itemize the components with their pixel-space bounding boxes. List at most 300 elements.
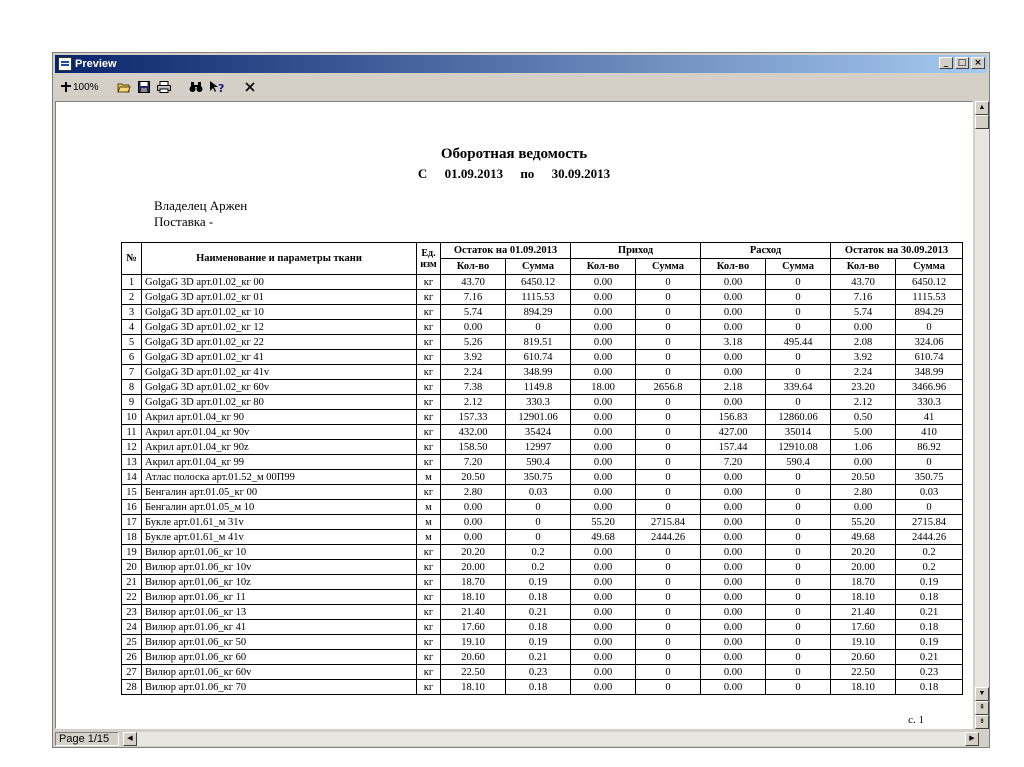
window-controls [939, 57, 985, 69]
report-title: Оборотная ведомость [440, 146, 588, 162]
table-cell: 17.60 [831, 620, 896, 635]
table-cell: 35424 [506, 425, 571, 440]
date-to: 30.09.2013 [551, 166, 611, 181]
table-row [122, 380, 963, 395]
table-cell: 0.00 [701, 365, 766, 380]
find-button[interactable] [189, 78, 203, 96]
close-window-button[interactable]: × [971, 57, 985, 69]
table-cell: 0 [766, 350, 831, 365]
table-cell: 0.00 [571, 275, 636, 290]
table-cell: 0.03 [896, 485, 963, 500]
table-cell: 0.50 [831, 410, 896, 425]
table-cell: 0.00 [571, 350, 636, 365]
table-row [122, 275, 963, 290]
table-cell: 330.3 [896, 395, 963, 410]
col-closing: Остаток на 30.09.2013 [831, 243, 963, 259]
table-cell: 0.00 [571, 455, 636, 470]
table-cell: 3.92 [441, 350, 506, 365]
table-cell: 22 [122, 590, 142, 605]
table-cell: 22.50 [441, 665, 506, 680]
open-folder-icon [117, 81, 131, 93]
table-cell: 0 [766, 395, 831, 410]
page-down-button[interactable]: ⇟ [975, 715, 989, 729]
table-cell: 0 [636, 470, 701, 485]
table-cell: 0 [636, 665, 701, 680]
table-cell: 43.70 [831, 275, 896, 290]
table-cell: 41 [896, 410, 963, 425]
table-cell: 1115.53 [896, 290, 963, 305]
table-cell: 7.20 [441, 455, 506, 470]
table-cell: 427.00 [701, 425, 766, 440]
table-cell: 10 [122, 410, 142, 425]
table-cell: 0.2 [896, 545, 963, 560]
table-cell: 0.18 [506, 680, 571, 695]
table-cell: 0 [636, 500, 701, 515]
table-cell: 7.16 [441, 290, 506, 305]
table-cell: 350.75 [896, 470, 963, 485]
table-cell: 2656.8 [636, 380, 701, 395]
table-row [122, 410, 963, 425]
maximize-button[interactable]: □ [955, 57, 969, 69]
table-row [122, 350, 963, 365]
table-cell: 18.10 [831, 680, 896, 695]
table-cell: 7.16 [831, 290, 896, 305]
table-cell: 12 [122, 440, 142, 455]
horizontal-scrollbar[interactable] [123, 732, 979, 746]
table-cell: 0.00 [701, 395, 766, 410]
table-cell: 13 [122, 455, 142, 470]
col-qty: Кол-во [441, 259, 506, 275]
report-page [64, 110, 964, 729]
col-name: Наименование и параметры ткани [142, 243, 417, 275]
scroll-down-button[interactable]: ▼ [975, 687, 989, 701]
scroll-up-button[interactable]: ▲ [975, 101, 989, 115]
table-cell: 2.24 [441, 365, 506, 380]
table-cell: 23 [122, 605, 142, 620]
table-row [122, 515, 963, 530]
fabric-name-cell: Вилюр арт.01.06_кг 10v [142, 560, 417, 575]
table-cell: 0 [766, 290, 831, 305]
table-cell: 43.70 [441, 275, 506, 290]
table-cell: кг [417, 545, 441, 560]
table-cell: 330.3 [506, 395, 571, 410]
scroll-left-button[interactable]: ◀ [123, 732, 137, 746]
scroll-thumb[interactable] [975, 115, 989, 129]
table-cell: 0 [636, 320, 701, 335]
table-cell: 0.00 [571, 590, 636, 605]
table-row [122, 320, 963, 335]
table-cell: 0.00 [571, 680, 636, 695]
preview-area[interactable] [55, 101, 973, 729]
table-cell: 0.00 [701, 680, 766, 695]
fabric-name-cell: Вилюр арт.01.06_кг 10 [142, 545, 417, 560]
app-icon [58, 57, 72, 71]
table-cell: кг [417, 650, 441, 665]
fabric-name-cell: GolgaG 3D арт.01.02_кг 10 [142, 305, 417, 320]
table-cell: 0.00 [571, 635, 636, 650]
table-cell: кг [417, 485, 441, 500]
table-cell: 0.00 [701, 605, 766, 620]
table-cell: 0 [766, 680, 831, 695]
table-cell: 3466.96 [896, 380, 963, 395]
table-cell: 0 [766, 665, 831, 680]
table-cell: 8 [122, 380, 142, 395]
table-cell: 2.12 [441, 395, 506, 410]
table-cell: 0.00 [571, 575, 636, 590]
supply-line: Поставка - [154, 214, 214, 229]
table-cell: 0 [636, 440, 701, 455]
table-cell: 0.21 [896, 605, 963, 620]
fabric-name-cell: Акрил арт.01.04_кг 99 [142, 455, 417, 470]
table-row [122, 680, 963, 695]
table-cell: 590.4 [506, 455, 571, 470]
table-cell: 0.00 [571, 395, 636, 410]
fabric-name-cell: Букле арт.01.61_м 31v [142, 515, 417, 530]
table-row [122, 575, 963, 590]
table-cell: 0 [896, 455, 963, 470]
table-cell: 16 [122, 500, 142, 515]
status-bar [55, 731, 987, 747]
table-cell: 0 [636, 620, 701, 635]
table-cell: 2 [122, 290, 142, 305]
table-cell: 157.44 [701, 440, 766, 455]
table-cell: 0.00 [441, 320, 506, 335]
help-pointer-icon [209, 81, 225, 93]
table-cell: 0.00 [571, 320, 636, 335]
table-cell: 0 [766, 575, 831, 590]
zoom-button[interactable] [61, 78, 99, 96]
table-cell: 0.00 [701, 530, 766, 545]
table-cell: 0 [636, 485, 701, 500]
minimize-button[interactable]: _ [939, 57, 953, 69]
table-cell: 156.83 [701, 410, 766, 425]
table-cell: 0.00 [701, 650, 766, 665]
scroll-right-button[interactable]: ▶ [965, 732, 979, 746]
table-cell: 0 [636, 365, 701, 380]
table-cell: 0 [636, 635, 701, 650]
table-cell: 20.20 [441, 545, 506, 560]
table-cell: 0.21 [896, 650, 963, 665]
table-cell: 2.12 [831, 395, 896, 410]
table-cell: 0.21 [506, 605, 571, 620]
close-icon [245, 82, 255, 92]
table-cell: 0 [636, 575, 701, 590]
table-cell: 0 [766, 275, 831, 290]
zoom-level: 100% [73, 81, 99, 93]
table-cell: кг [417, 665, 441, 680]
table-cell: 5.26 [441, 335, 506, 350]
table-cell: 0.00 [701, 350, 766, 365]
table-cell: кг [417, 635, 441, 650]
table-cell: 9 [122, 395, 142, 410]
table-cell: 2.80 [441, 485, 506, 500]
col-qty: Кол-во [831, 259, 896, 275]
table-row [122, 440, 963, 455]
table-cell: 0.00 [701, 275, 766, 290]
table-cell: 0.00 [831, 455, 896, 470]
table-cell: 0.2 [896, 560, 963, 575]
table-cell: 0 [766, 545, 831, 560]
table-cell: 26 [122, 650, 142, 665]
table-cell: 0.21 [506, 650, 571, 665]
table-cell: 2.24 [831, 365, 896, 380]
table-cell: 49.68 [831, 530, 896, 545]
table-cell: 2.08 [831, 335, 896, 350]
table-cell: 14 [122, 470, 142, 485]
period-mid: по [520, 166, 535, 181]
page-indicator: Page 1/15 [55, 732, 119, 746]
vertical-scrollbar[interactable] [975, 101, 989, 729]
table-cell: 158.50 [441, 440, 506, 455]
table-cell: кг [417, 590, 441, 605]
page-up-button[interactable]: ⇞ [975, 701, 989, 715]
table-cell: 0 [636, 455, 701, 470]
table-cell: 0.00 [701, 305, 766, 320]
table-cell: 2.18 [701, 380, 766, 395]
table-cell: кг [417, 365, 441, 380]
table-cell: 2444.26 [896, 530, 963, 545]
table-cell: 3 [122, 305, 142, 320]
table-cell: 20 [122, 560, 142, 575]
fabric-name-cell: GolgaG 3D арт.01.02_кг 00 [142, 275, 417, 290]
table-cell: 19.10 [831, 635, 896, 650]
table-cell: 27 [122, 665, 142, 680]
table-cell: 0.00 [571, 425, 636, 440]
table-cell: 0 [896, 500, 963, 515]
table-cell: 6450.12 [896, 275, 963, 290]
table-cell: 0.19 [506, 635, 571, 650]
table-cell: 20.00 [831, 560, 896, 575]
table-cell: 0 [766, 605, 831, 620]
table-row [122, 455, 963, 470]
save-button[interactable] [137, 78, 151, 96]
table-cell: кг [417, 620, 441, 635]
table-cell: м [417, 515, 441, 530]
table-cell: 20.00 [441, 560, 506, 575]
table-cell: 0 [636, 650, 701, 665]
fabric-name-cell: Вилюр арт.01.06_кг 60v [142, 665, 417, 680]
table-cell: 18 [122, 530, 142, 545]
table-cell: 0.00 [701, 500, 766, 515]
binoculars-icon [189, 81, 203, 93]
table-cell: 86.92 [896, 440, 963, 455]
table-cell: 0 [636, 410, 701, 425]
table-row [122, 485, 963, 500]
table-cell: 348.99 [506, 365, 571, 380]
table-row [122, 335, 963, 350]
table-cell: 0.18 [896, 590, 963, 605]
table-cell: 18.70 [441, 575, 506, 590]
table-cell: 55.20 [571, 515, 636, 530]
table-cell: 0.00 [701, 575, 766, 590]
table-cell: 0.00 [571, 605, 636, 620]
table-cell: 0.00 [571, 365, 636, 380]
table-cell: 0.00 [701, 485, 766, 500]
fabric-name-cell: Вилюр арт.01.06_кг 41 [142, 620, 417, 635]
table-cell: 2444.26 [636, 530, 701, 545]
table-body [122, 275, 963, 695]
printer-icon [157, 81, 171, 93]
table-cell: кг [417, 560, 441, 575]
table-cell: 49.68 [571, 530, 636, 545]
page-footer: с. 1 [908, 714, 924, 726]
table-cell: 0.18 [896, 620, 963, 635]
fabric-name-cell: Акрил арт.01.04_кг 90v [142, 425, 417, 440]
table-cell: 20.50 [441, 470, 506, 485]
table-row [122, 500, 963, 515]
zoom-icon [61, 82, 71, 92]
col-sum: Сумма [896, 259, 963, 275]
table-cell: 0 [766, 515, 831, 530]
table-cell: 0 [766, 635, 831, 650]
table-cell: 0 [636, 275, 701, 290]
table-cell: 0.23 [896, 665, 963, 680]
fabric-name-cell: GolgaG 3D арт.01.02_кг 60v [142, 380, 417, 395]
table-cell: 18.10 [441, 590, 506, 605]
table-cell: 0.00 [571, 290, 636, 305]
table-cell: 0 [636, 305, 701, 320]
table-cell: 0.18 [506, 620, 571, 635]
table-cell: 7 [122, 365, 142, 380]
table-cell: 0.00 [701, 470, 766, 485]
title-bar[interactable] [55, 55, 987, 73]
table-cell: 0.00 [701, 320, 766, 335]
help-button[interactable] [209, 78, 225, 96]
table-cell: 0 [766, 305, 831, 320]
table-cell: 4 [122, 320, 142, 335]
table-cell: 157.33 [441, 410, 506, 425]
table-cell: 0 [506, 500, 571, 515]
table-cell: 20.50 [831, 470, 896, 485]
table-cell: 350.75 [506, 470, 571, 485]
fabric-name-cell: GolgaG 3D арт.01.02_кг 80 [142, 395, 417, 410]
table-cell: 3.92 [831, 350, 896, 365]
table-cell: кг [417, 680, 441, 695]
table-cell: 590.4 [766, 455, 831, 470]
close-preview-button[interactable] [243, 78, 257, 96]
open-button[interactable] [117, 78, 131, 96]
table-cell: 0.00 [571, 335, 636, 350]
table-cell: 0.00 [571, 650, 636, 665]
table-cell: кг [417, 440, 441, 455]
col-qty: Кол-во [701, 259, 766, 275]
period-prefix: С [417, 166, 428, 181]
table-cell: 7.38 [441, 380, 506, 395]
table-row [122, 590, 963, 605]
table-cell: 15 [122, 485, 142, 500]
fabric-name-cell: GolgaG 3D арт.01.02_кг 12 [142, 320, 417, 335]
table-cell: 6450.12 [506, 275, 571, 290]
col-income: Приход [571, 243, 701, 259]
col-sum: Сумма [766, 259, 831, 275]
fabric-name-cell: Вилюр арт.01.06_кг 13 [142, 605, 417, 620]
table-cell: 894.29 [506, 305, 571, 320]
col-num: № [122, 243, 142, 275]
table-cell: кг [417, 410, 441, 425]
table-cell: 1.06 [831, 440, 896, 455]
table-cell: 12901.06 [506, 410, 571, 425]
table-cell: 324.06 [896, 335, 963, 350]
table-cell: 20.20 [831, 545, 896, 560]
table-cell: 432.00 [441, 425, 506, 440]
fabric-name-cell: Букле арт.01.61_м 41v [142, 530, 417, 545]
table-cell: 0 [506, 320, 571, 335]
col-opening: Остаток на 01.09.2013 [441, 243, 571, 259]
col-unit: Ед. изм [417, 243, 441, 275]
col-sum: Сумма [506, 259, 571, 275]
table-cell: м [417, 470, 441, 485]
table-cell: 0.00 [831, 320, 896, 335]
table-cell: 0 [766, 500, 831, 515]
table-cell: 0.00 [701, 515, 766, 530]
table-cell: 0.00 [441, 500, 506, 515]
table-row [122, 620, 963, 635]
preview-window [52, 52, 990, 748]
table-cell: кг [417, 305, 441, 320]
table-cell: 21.40 [831, 605, 896, 620]
table-cell: 20.60 [831, 650, 896, 665]
table-cell: 0.03 [506, 485, 571, 500]
table-cell: 0.00 [571, 410, 636, 425]
table-cell: 5 [122, 335, 142, 350]
window-title: Preview [75, 58, 117, 70]
table-cell: 0.00 [571, 665, 636, 680]
table-row [122, 650, 963, 665]
table-row [122, 665, 963, 680]
date-from: 01.09.2013 [444, 166, 504, 181]
owner-line: Владелец Аржен [154, 198, 248, 213]
fabric-name-cell: Бенгалин арт.01.05_м 10 [142, 500, 417, 515]
print-button[interactable] [157, 78, 171, 96]
table-cell: 0 [636, 560, 701, 575]
table-cell: кг [417, 455, 441, 470]
table-row [122, 290, 963, 305]
table-cell: 0 [506, 515, 571, 530]
table-cell: 28 [122, 680, 142, 695]
table-cell: 0 [506, 530, 571, 545]
table-cell: 1149.8 [506, 380, 571, 395]
table-cell: 0.00 [701, 560, 766, 575]
table-cell: 1115.53 [506, 290, 571, 305]
table-cell: 0.00 [571, 485, 636, 500]
table-cell: 2715.84 [636, 515, 701, 530]
col-sum: Сумма [636, 259, 701, 275]
table-cell: 17.60 [441, 620, 506, 635]
table-cell: 0 [636, 425, 701, 440]
table-cell: 3.18 [701, 335, 766, 350]
toolbar [55, 75, 987, 99]
table-row [122, 560, 963, 575]
table-row [122, 545, 963, 560]
table-cell: кг [417, 335, 441, 350]
table-cell: 610.74 [896, 350, 963, 365]
table-cell: 348.99 [896, 365, 963, 380]
table-cell: 21.40 [441, 605, 506, 620]
table-cell: 0 [766, 485, 831, 500]
table-cell: 0.23 [506, 665, 571, 680]
table-cell: 22.50 [831, 665, 896, 680]
table-cell: 0 [766, 470, 831, 485]
table-cell: 0 [636, 350, 701, 365]
table-row [122, 365, 963, 380]
table-cell: 0.00 [701, 620, 766, 635]
table-cell: м [417, 530, 441, 545]
table-cell: 0 [636, 395, 701, 410]
table-cell: 17 [122, 515, 142, 530]
table-cell: кг [417, 395, 441, 410]
fabric-name-cell: GolgaG 3D арт.01.02_кг 41v [142, 365, 417, 380]
table-cell: 0.00 [571, 305, 636, 320]
